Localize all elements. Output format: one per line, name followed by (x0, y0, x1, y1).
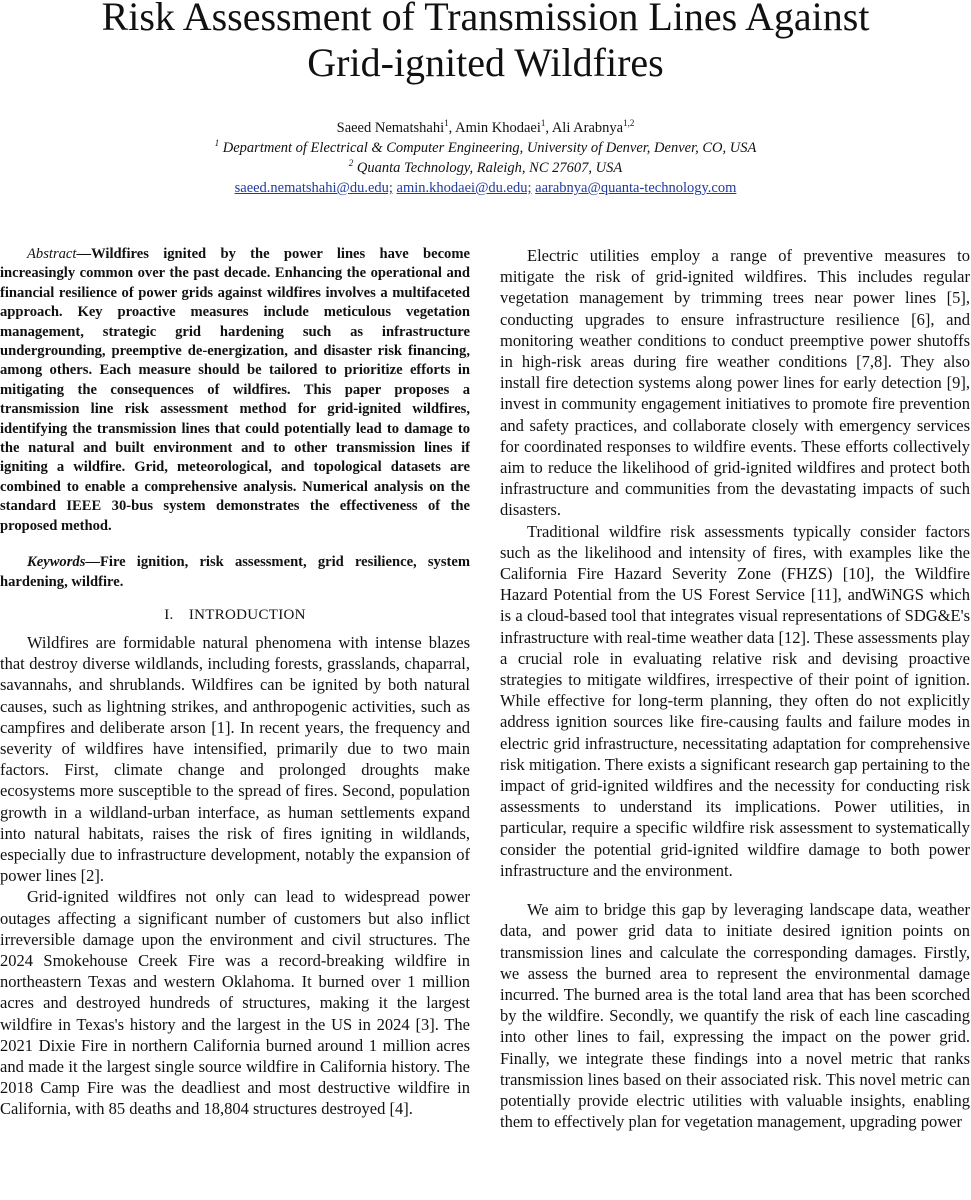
keywords-label: Keywords (27, 554, 86, 571)
affiliation-text: Quanta Technology, Raleigh, NC 27607, USA (353, 160, 623, 176)
section-heading-introduction: I. INTRODUCTION (164, 606, 306, 623)
author-separator: , (448, 120, 456, 136)
author-name: Saeed Nematshahi (336, 120, 445, 136)
affiliation-mark: 1 (214, 138, 220, 149)
author-affil-mark: 1,2 (623, 118, 635, 129)
email-link[interactable]: saeed.nematshahi@du.edu; (234, 180, 393, 196)
author-affil-mark: 1 (444, 118, 449, 129)
email-link[interactable]: aarabnya@quanta-technology.com (535, 180, 737, 196)
body-paragraph: Grid-ignited wildfires not only can lead to widespread power outages affecting a significant number of customers but also inflict irreversible damage upon the environment and civil structures. The 2024 Smokehouse Creek Fire was a record-breaking wildfire in northeastern Texas and western Oklahoma. It burned over 1 million acres and destroyed hundreds of structures, making it the largest wildfire in Texas's history and the largest in the US in 2024 [3]. The 2021 Dixie Fire in northern California burned around 1 million acres and made it the largest single source wildfire in California history. The 2018 Camp Fire was the deadliest and most destructive wildfire in California, with 85 deaths and 18,804 structures destroyed [4]. (0, 887, 470, 1119)
body-paragraph: Electric utilities employ a range of preventive measures to mitigate the risk of grid-ignited wildfires. This includes regular vegetation management by trimming trees near power lines [5], conducting upgrades to ensure infrastructure resilience [6], and monitoring weather conditions to conduct preemptive power shutoffs in high-risk areas during fire weather conditions [7,8]. They also install fire detection systems along power lines for early detection [9], invest in community engagement initiatives to promote fire prevention and safety practices, and collaborate closely with emergency services for coordinated responses to wildfire events. These efforts collectively aim to reduce the likelihood of grid-ignited wildfires and protect both infrastructure and communities from the devastating impacts of such disasters. (500, 246, 970, 520)
email-link[interactable]: amin.khodaei@du.edu; (396, 180, 532, 196)
left-column (0, 245, 470, 1200)
title-line-1: Risk Assessment of Transmission Lines Against (101, 0, 870, 39)
affiliation-text: Department of Electrical & Computer Engineering, University of Denver, Denver, CO, USA (219, 140, 757, 156)
body-paragraph: We aim to bridge this gap by leveraging landscape data, weather data, and power grid data to initiate desired ignition points on transmission lines and calculate the corresponding damages. Firstly, we assess the burned area to represent the environmental damage incurred. The burned area is the total land area that has been scorched by the wildfire. Secondly, we quantify the risk of each line cascading into other lines to fail, expressing the impact on the power grid. Finally, we integrate these findings into a novel metric that ranks transmission lines based on their associated risk. This novel metric can potentially provide electric utilities with valuable insights, enabling them to effectively plan for vegetation management, upgrading power (500, 900, 970, 1132)
author-names (0, 118, 971, 138)
abstract-text: —Wildfires ignited by the power lines have become increasingly common over the past decade. Enhancing the operational and financial resilience of power grids against wildfires involves a multifaceted approach. Key proactive measures include meticulous vegetation management, strategic grid hardening such as infrastructure undergrounding, preemptive de-energization, and disaster risk financing, among others. Each measure should be tailored to prioritize efforts in mitigating the consequences of wildfires. This paper proposes a transmission line risk assessment method for grid-ignited wildfires, identifying the transmission lines that could potentially lead to damage to the natural and built environment and to other transmission lines if igniting a wildfire. Grid, meteorological, and topological datasets are combined to enable a comprehensive analysis. Numerical analysis on the standard IEEE 30-bus system demonstrates the effectiveness of the proposed method. (0, 246, 470, 534)
keywords-text: —Fire ignition, risk assessment, grid resilience, system hardening, wildfire. (0, 554, 470, 590)
author-separator: , (545, 120, 552, 136)
body-paragraph: Traditional wildfire risk assessments typically consider factors such as the likelihood and intensity of fires, with examples like the California Fire Hazard Severity Zone (FHZS) [10], the Wildfire Hazard Potential from the US Forest Service [11], andWiNGS which is a cloud-based tool that integrates visual representations of SDG&E's infrastructure with real-time weather data [12]. These assessments play a crucial role in evaluating relative risk and devising proactive strategies to mitigate wildfires, irrespective of their point of ignition. While effective for long-term planning, they often do not explicitly address ignition sources like fire-causing faults and failure modes in electric grid infrastructure, necessitating adaptation for comprehensive risk mitigation. There exists a significant research gap pertaining to the impact of grid-ignited wildfires and the necessity for conducting risk assessments to understand its implications. Power utilities, in particular, require a specific wildfire risk assessment to systematically consider the potential grid-ignited wildfire damage to both power infrastructure and the environment. (500, 521, 970, 880)
abstract-label: Abstract (27, 246, 77, 262)
author-block (0, 118, 971, 198)
email-line (0, 178, 971, 198)
right-column (500, 245, 970, 1200)
abstract (0, 245, 470, 536)
affiliation-1 (0, 138, 971, 158)
keywords (0, 553, 470, 592)
body-paragraph: Wildfires are formidable natural phenomena with intense blazes that destroy diverse wildlands, including forests, grasslands, chaparral, savannahs, and shrublands. Wildfires can be ignited by both natural causes, such as lightning strikes, and anthropogenic activities, such as campfires and deliberate arson [1]. In recent years, the frequency and severity of wildfires have intensified, primarily due to two main factors. First, climate change and prolonged droughts make ecosystems more susceptible to the spread of fires. Second, population growth in a wildland-urban interface, as human settlements expand into natural habitats, raises the risk of fires igniting in wildlands, especially due to infrastructure development, notably the expansion of power lines [2]. (0, 632, 470, 886)
affiliation-mark: 2 (348, 158, 354, 169)
affiliation-2 (0, 158, 971, 178)
title-line-2: Grid-ignited Wildfires (307, 40, 664, 85)
author-name: Ali Arabnya (551, 120, 624, 136)
author-name: Amin Khodaei (455, 120, 541, 136)
author-affil-mark: 1 (540, 118, 546, 129)
paper-title (0, 0, 971, 86)
